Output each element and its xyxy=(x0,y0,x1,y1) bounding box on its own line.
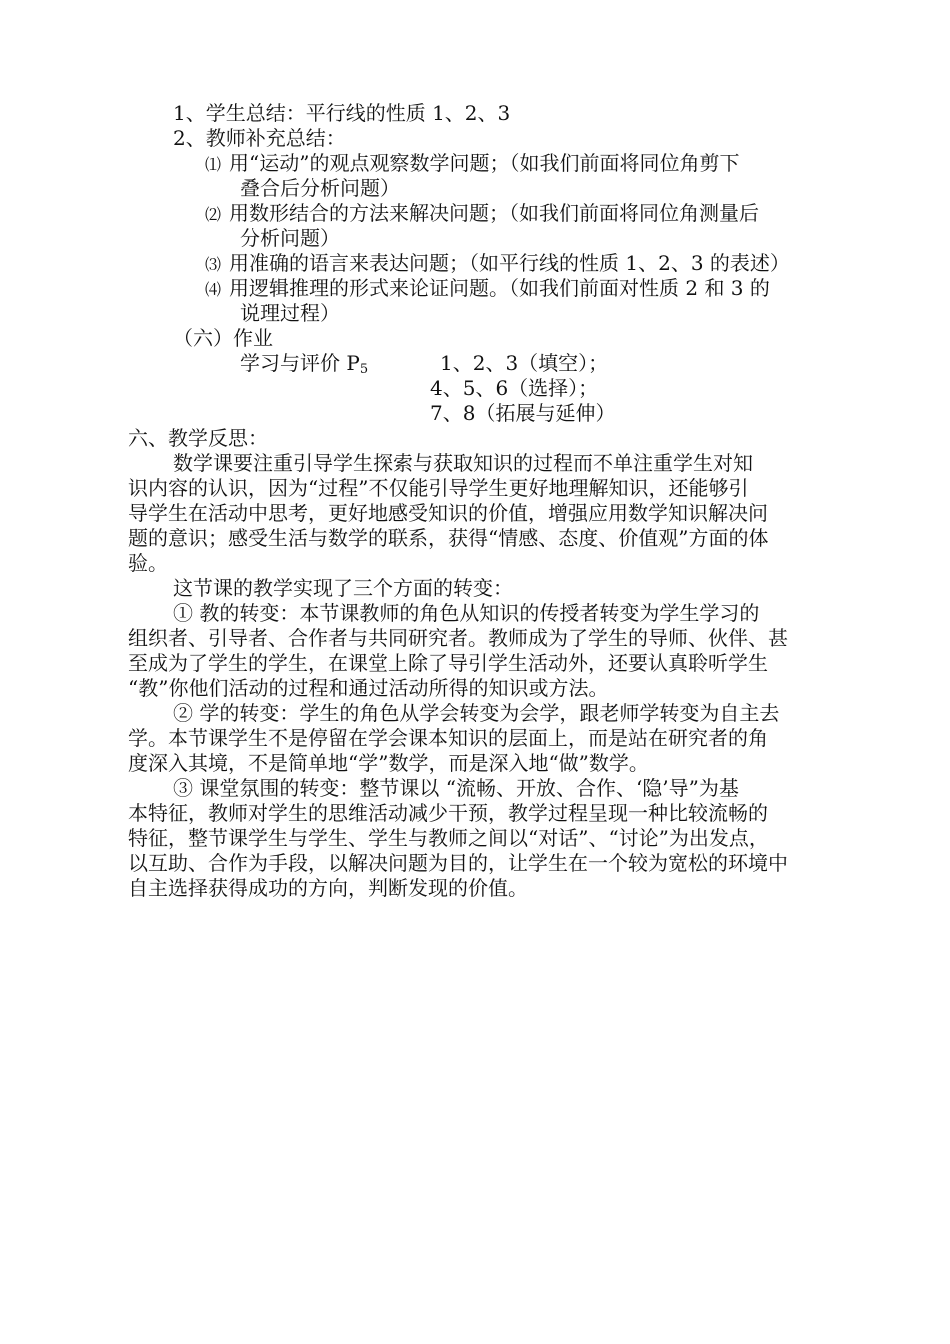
summary-item-1: 1、学生总结：平行线的性质 1、2、3 xyxy=(173,101,511,125)
point-text: 用数形结合的方法来解决问题；（如我们前面将同位角测量后 xyxy=(229,201,760,225)
summary-item-2: 2、教师补充总结： xyxy=(173,126,346,150)
reflection-para5-line: 以互助、合作为手段，以解决问题为目的，让学生在一个较为宽松的环境中 xyxy=(128,851,788,875)
homework-heading: （六）作业 xyxy=(173,326,273,350)
reflection-para4-line: ② 学的转变：学生的角色从学会转变为会学，跟老师学转变为自主去 xyxy=(173,701,780,725)
summary-point-4-line-2: 说理过程） xyxy=(240,301,340,325)
reflection-para1-line: 题的意识；感受生活与数学的联系，获得“情感、态度、价值观”方面的体 xyxy=(128,526,769,550)
point-label: ⑴ xyxy=(205,155,222,174)
reflection-heading: 六、教学反思： xyxy=(128,426,268,450)
reflection-para4-line: 学。本节课学生不是停留在学会课本知识的层面上，而是站在研究者的角 xyxy=(128,726,768,750)
summary-point-3-line-1 xyxy=(205,251,790,277)
reflection-para5-line: 特征，整节课学生与学生、学生与教师之间以“对话”、“讨论”为出发点， xyxy=(128,826,769,850)
summary-point-2-line-2: 分析问题） xyxy=(240,226,340,250)
point-text: 用逻辑推理的形式来论证问题。（如我们前面对性质 2 和 3 的 xyxy=(229,276,770,300)
reflection-para1-line: 识内容的认识，因为“过程”不仅能引导学生更好地理解知识，还能够引 xyxy=(128,476,749,500)
point-text: 用准确的语言来表达问题；（如平行线的性质 1、2、3 的表述） xyxy=(229,251,790,275)
homework-book-text: 学习与评价 P xyxy=(240,351,360,375)
reflection-para3-line: “教”你他们活动的过程和通过活动所得的知识或方法。 xyxy=(128,676,609,700)
reflection-para3-line: ① 教的转变：本节课教师的角色从知识的传授者转变为学生学习的 xyxy=(173,601,760,625)
point-label: ⑶ xyxy=(205,255,222,274)
summary-point-4-line-1 xyxy=(205,276,770,302)
reflection-para1-line: 导学生在活动中思考，更好地感受知识的价值，增强应用数学知识解决问 xyxy=(128,501,768,525)
reflection-para5-line: ③ 课堂氛围的转变：整节课以 “流畅、开放、合作、‘隐’导”为基 xyxy=(173,776,739,800)
summary-point-1-line-2: 叠合后分析问题） xyxy=(240,176,400,200)
point-label: ⑵ xyxy=(205,205,222,224)
reflection-para1-line: 验。 xyxy=(128,551,168,575)
reflection-para4-line: 度深入其境，不是简单地“学”数学，而是深入地“做”数学。 xyxy=(128,751,649,775)
point-label: ⑷ xyxy=(205,280,222,299)
reflection-para5-line: 本特征，教师对学生的思维活动减少干预，教学过程呈现一种比较流畅的 xyxy=(128,801,768,825)
reflection-para3-line: 至成为了学生的学生，在课堂上除了导引学生活动外，还要认真聆听学生 xyxy=(128,651,768,675)
homework-task-1: 1、2、3（填空）； xyxy=(440,351,609,375)
point-text: 用“运动”的观点观察数学问题；（如我们前面将同位角剪下 xyxy=(229,151,740,175)
reflection-para3-line: 组织者、引导者、合作者与共同研究者。教师成为了学生的导师、伙伴、甚 xyxy=(128,626,788,650)
summary-point-1-line-1 xyxy=(205,151,739,177)
homework-task-2: 4、5、6（选择）； xyxy=(430,376,599,400)
homework-task-3: 7、8（拓展与延伸） xyxy=(430,401,616,425)
homework-book-page: 5 xyxy=(359,362,369,377)
reflection-para2: 这节课的教学实现了三个方面的转变： xyxy=(173,576,513,600)
reflection-para5-line: 自主选择获得成功的方向，判断发现的价值。 xyxy=(128,876,528,900)
reflection-para1-line: 数学课要注重引导学生探索与获取知识的过程而不单注重学生对知 xyxy=(173,451,753,475)
homework-book xyxy=(240,351,368,382)
summary-point-2-line-1 xyxy=(205,201,759,227)
